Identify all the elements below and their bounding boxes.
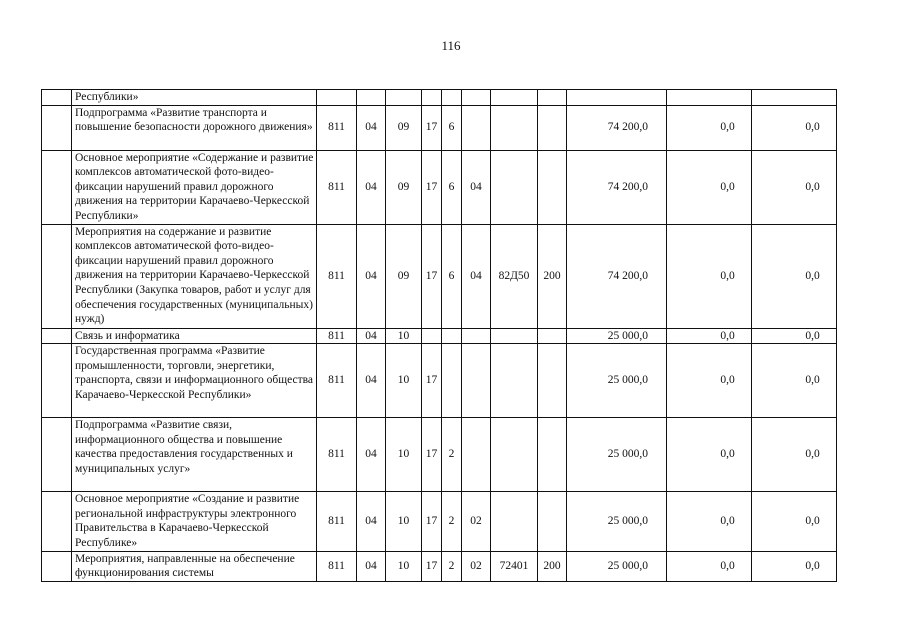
year3-amount-cell: 0,0 xyxy=(752,150,837,224)
year2-amount-cell xyxy=(667,90,752,106)
row-name-cell: Мероприятия на содержание и развитие комплексов автоматической фото-видео-фиксации нарушений правил дорожного движения на территории Карачаево-Черкесской Республики (Закупка товаров, работ и услуг для обеспечения государственных (муниципальных) нужд) xyxy=(72,224,317,328)
min-code: 811 xyxy=(317,105,357,150)
row-marker-cell xyxy=(42,344,72,418)
event-code: 04 xyxy=(462,224,491,328)
row-marker-cell xyxy=(42,551,72,581)
year2-amount-cell: 0,0 xyxy=(667,150,752,224)
event-code xyxy=(462,344,491,418)
table-row xyxy=(42,224,837,328)
row-name-cell: Основное мероприятие «Создание и развитие региональной инфраструктуры электронного Правительства в Карачаево-Черкесской Республике» xyxy=(72,492,317,551)
program-code: 17 xyxy=(422,150,442,224)
year3-amount-cell xyxy=(752,90,837,106)
year2-amount-cell: 0,0 xyxy=(667,105,752,150)
min-code: 811 xyxy=(317,551,357,581)
amount-cell: 74 200,0 xyxy=(567,150,667,224)
section-code: 04 xyxy=(357,150,386,224)
min-code xyxy=(317,90,357,106)
table-row xyxy=(42,90,837,106)
subprogram-code: 2 xyxy=(442,418,462,492)
expense-type-code xyxy=(538,90,567,106)
direction-code xyxy=(491,150,538,224)
year2-amount-cell: 0,0 xyxy=(667,418,752,492)
year3-amount-cell: 0,0 xyxy=(752,551,837,581)
amount-cell: 25 000,0 xyxy=(567,328,667,344)
row-name-cell: Подпрограмма «Развитие транспорта и повышение безопасности дорожного движения» xyxy=(72,105,317,150)
table-row xyxy=(42,150,837,224)
budget-table xyxy=(41,89,837,582)
amount-cell xyxy=(567,90,667,106)
min-code: 811 xyxy=(317,328,357,344)
section-code: 04 xyxy=(357,344,386,418)
row-name-cell: Связь и информатика xyxy=(72,328,317,344)
subprogram-code: 6 xyxy=(442,150,462,224)
subsection-code: 09 xyxy=(386,224,422,328)
amount-cell: 25 000,0 xyxy=(567,492,667,551)
subprogram-code: 2 xyxy=(442,492,462,551)
expense-type-code xyxy=(538,105,567,150)
event-code: 04 xyxy=(462,150,491,224)
event-code xyxy=(462,105,491,150)
row-marker-cell xyxy=(42,150,72,224)
row-name-cell: Государственная программа «Развитие промышленности, торговли, энергетики, транспорта, связи и информационного общества Карачаево-Черкесской Республики» xyxy=(72,344,317,418)
min-code: 811 xyxy=(317,492,357,551)
expense-type-code xyxy=(538,344,567,418)
subsection-code: 10 xyxy=(386,344,422,418)
subsection-code: 10 xyxy=(386,328,422,344)
subsection-code xyxy=(386,90,422,106)
expense-type-code xyxy=(538,328,567,344)
section-code: 04 xyxy=(357,105,386,150)
table-row xyxy=(42,344,837,418)
subsection-code: 09 xyxy=(386,105,422,150)
subprogram-code xyxy=(442,328,462,344)
year2-amount-cell: 0,0 xyxy=(667,224,752,328)
event-code: 02 xyxy=(462,492,491,551)
subprogram-code: 6 xyxy=(442,224,462,328)
program-code xyxy=(422,328,442,344)
subsection-code: 09 xyxy=(386,150,422,224)
direction-code: 82Д50 xyxy=(491,224,538,328)
amount-cell: 25 000,0 xyxy=(567,344,667,418)
year3-amount-cell: 0,0 xyxy=(752,105,837,150)
row-marker-cell xyxy=(42,90,72,106)
event-code: 02 xyxy=(462,551,491,581)
direction-code: 72401 xyxy=(491,551,538,581)
section-code: 04 xyxy=(357,551,386,581)
direction-code xyxy=(491,344,538,418)
amount-cell: 74 200,0 xyxy=(567,105,667,150)
table-row xyxy=(42,492,837,551)
amount-cell: 25 000,0 xyxy=(567,418,667,492)
program-code: 17 xyxy=(422,105,442,150)
section-code: 04 xyxy=(357,492,386,551)
section-code: 04 xyxy=(357,224,386,328)
subprogram-code: 2 xyxy=(442,551,462,581)
table-row xyxy=(42,328,837,344)
subprogram-code xyxy=(442,90,462,106)
expense-type-code: 200 xyxy=(538,551,567,581)
table-row xyxy=(42,418,837,492)
row-name-cell: Основное мероприятие «Содержание и развитие комплексов автоматической фото-видео-фиксации нарушений правил дорожного движения на территории Карачаево-Черкесской Республики» xyxy=(72,150,317,224)
row-marker-cell xyxy=(42,105,72,150)
direction-code xyxy=(491,492,538,551)
direction-code xyxy=(491,90,538,106)
event-code xyxy=(462,90,491,106)
page-number: 116 xyxy=(441,38,461,53)
row-marker-cell xyxy=(42,224,72,328)
subsection-code: 10 xyxy=(386,492,422,551)
expense-type-code xyxy=(538,150,567,224)
row-marker-cell xyxy=(42,418,72,492)
amount-cell: 25 000,0 xyxy=(567,551,667,581)
table-body xyxy=(42,90,837,582)
min-code: 811 xyxy=(317,150,357,224)
row-name-cell: Мероприятия, направленные на обеспечение функционирования системы xyxy=(72,551,317,581)
year3-amount-cell: 0,0 xyxy=(752,492,837,551)
program-code: 17 xyxy=(422,551,442,581)
direction-code xyxy=(491,418,538,492)
expense-type-code xyxy=(538,418,567,492)
expense-type-code: 200 xyxy=(538,224,567,328)
year3-amount-cell: 0,0 xyxy=(752,328,837,344)
subprogram-code: 6 xyxy=(442,105,462,150)
expense-type-code xyxy=(538,492,567,551)
table-row xyxy=(42,551,837,581)
year3-amount-cell: 0,0 xyxy=(752,418,837,492)
section-code: 04 xyxy=(357,328,386,344)
year3-amount-cell: 0,0 xyxy=(752,344,837,418)
section-code xyxy=(357,90,386,106)
subsection-code: 10 xyxy=(386,551,422,581)
min-code: 811 xyxy=(317,344,357,418)
row-marker-cell xyxy=(42,492,72,551)
year2-amount-cell: 0,0 xyxy=(667,328,752,344)
subsection-code: 10 xyxy=(386,418,422,492)
direction-code xyxy=(491,328,538,344)
program-code: 17 xyxy=(422,492,442,551)
row-marker-cell xyxy=(42,328,72,344)
direction-code xyxy=(491,105,538,150)
program-code: 17 xyxy=(422,418,442,492)
row-name-cell: Подпрограмма «Развитие связи, информационного общества и повышение качества предоставления государственных и муниципальных услуг» xyxy=(72,418,317,492)
amount-cell: 74 200,0 xyxy=(567,224,667,328)
year2-amount-cell: 0,0 xyxy=(667,492,752,551)
section-code: 04 xyxy=(357,418,386,492)
year2-amount-cell: 0,0 xyxy=(667,551,752,581)
min-code: 811 xyxy=(317,418,357,492)
event-code xyxy=(462,328,491,344)
program-code xyxy=(422,90,442,106)
event-code xyxy=(462,418,491,492)
year3-amount-cell: 0,0 xyxy=(752,224,837,328)
table-row xyxy=(42,105,837,150)
min-code: 811 xyxy=(317,224,357,328)
row-name-cell: Республики» xyxy=(72,90,317,106)
subprogram-code xyxy=(442,344,462,418)
year2-amount-cell: 0,0 xyxy=(667,344,752,418)
program-code: 17 xyxy=(422,224,442,328)
program-code: 17 xyxy=(422,344,442,418)
